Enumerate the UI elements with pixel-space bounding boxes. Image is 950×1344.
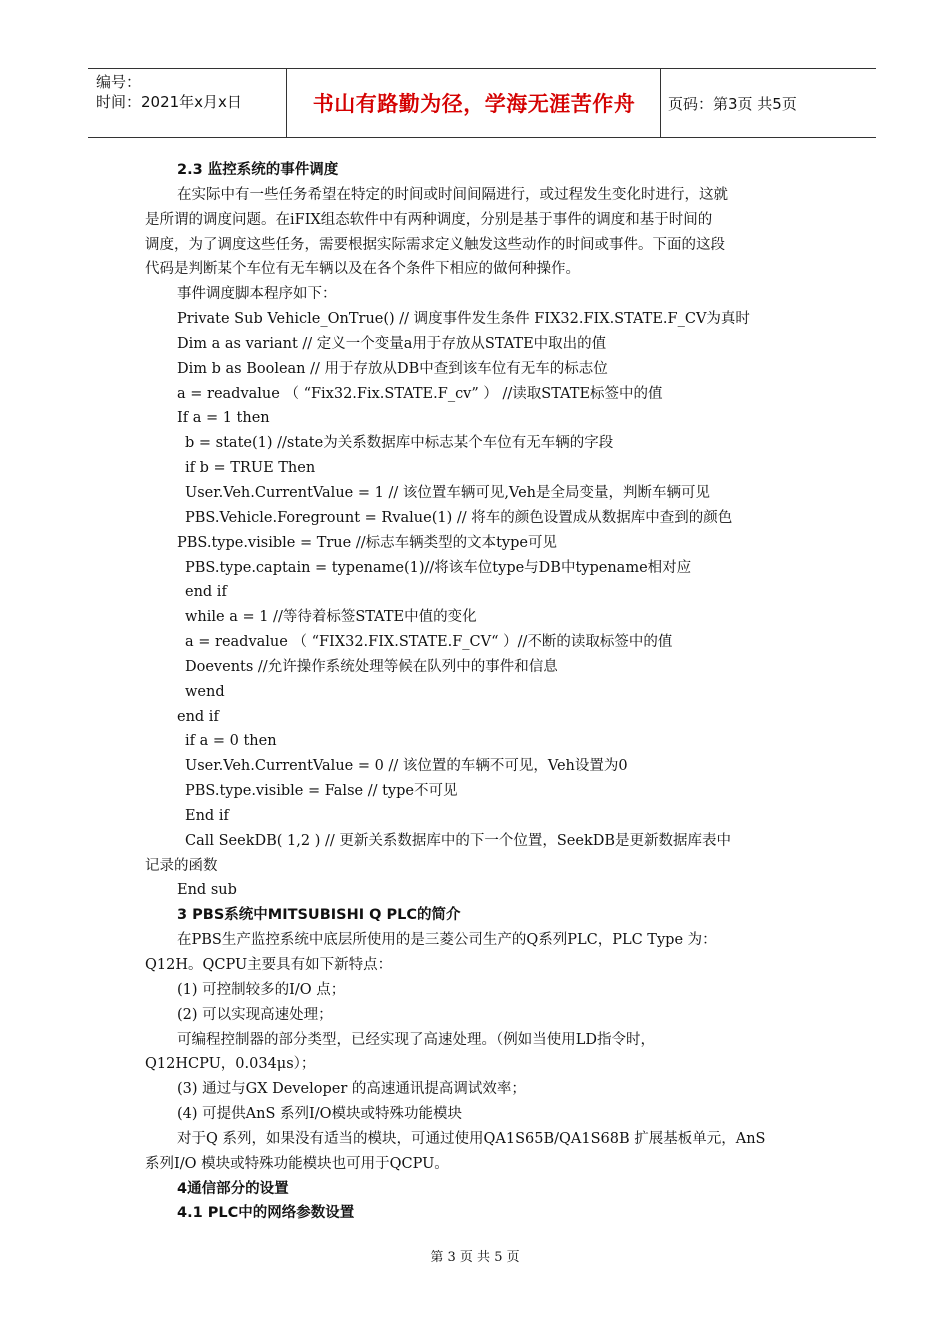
code-line: Private Sub Vehicle_OnTrue() // 调度事件发生条件 FIX32.FIX.STATE.F_CV为真时 bbox=[177, 311, 750, 328]
paragraph-line: 调度，为了调度这些任务，需要根据实际需求定义触发这些动作的时间或事件。下面的这段 bbox=[145, 236, 725, 253]
code-line: Call SeekDB( 1,2 ) // 更新关系数据库中的下一个位置，SeekDB是更新数据库表中 bbox=[185, 832, 732, 849]
paragraph-line: 事件调度脚本程序如下： bbox=[177, 286, 337, 303]
page-header bbox=[88, 68, 876, 138]
code-line: PBS.Vehicle.Foregrount = Rvalue(1) // 将车的颜色设置成从数据库中查到的颜色 bbox=[185, 509, 733, 526]
header-motto: 书山有路勤为径，学海无涯苦作舟 bbox=[312, 92, 636, 116]
code-line: while a = 1 //等待着标签STATE中值的变化 bbox=[185, 609, 477, 626]
section-heading: 4通信部分的设置 bbox=[177, 1180, 289, 1197]
code-line: a = readvalue （ “Fix32.Fix.STATE.F_cv” ） //读取STATE标签中的值 bbox=[177, 385, 663, 402]
code-line: Dim b as Boolean // 用于存放从DB中查到该车位有无车的标志位 bbox=[177, 360, 608, 377]
paragraph-line: 代码是判断某个车位有无车辆以及在各个条件下相应的做何种操作。 bbox=[145, 261, 580, 278]
code-line: Doevents //允许操作系统处理等候在队列中的事件和信息 bbox=[185, 658, 558, 675]
paragraph-line: 系列I/O 模块或特殊功能模块也可用于QCPU。 bbox=[145, 1155, 449, 1172]
number-label: 编号： bbox=[96, 73, 142, 91]
paragraph-line: 可编程控制器的部分类型，已经实现了高速处理。（例如当使用LD指令时， bbox=[177, 1031, 656, 1048]
header-meta bbox=[96, 72, 242, 112]
code-line: end if bbox=[177, 708, 219, 725]
header-divider bbox=[286, 69, 287, 137]
code-line: PBS.type.visible = True //标志车辆类型的文本type可见 bbox=[177, 534, 557, 551]
code-line: end if bbox=[185, 584, 227, 601]
paragraph-line: Q12H。QCPU主要具有如下新特点： bbox=[145, 957, 393, 973]
code-line: if b = TRUE Then bbox=[185, 460, 316, 477]
document-body bbox=[145, 158, 815, 1226]
section-heading: 2.3 监控系统的事件调度 bbox=[177, 162, 339, 178]
code-line: User.Veh.CurrentValue = 0 // 该位置的车辆不可见，Veh设置为0 bbox=[185, 758, 628, 775]
code-line: PBS.type.visible = False // type不可见 bbox=[185, 783, 458, 800]
page-footer: 第 3 页 共 5 页 bbox=[430, 1250, 520, 1265]
code-line: a = readvalue （ “FIX32.FIX.STATE.F_CV“ ）//不断的读取标签中的值 bbox=[185, 634, 673, 651]
header-divider bbox=[660, 69, 661, 137]
list-item: (1) 可控制较多的I/O 点； bbox=[177, 981, 346, 998]
code-line: 记录的函数 bbox=[145, 857, 218, 874]
time-label: 时间：2021年x月x日 bbox=[96, 93, 242, 111]
code-line: End if bbox=[185, 807, 229, 824]
paragraph-line: 对于Q 系列，如果没有适当的模块，可通过使用QA1S65B/QA1S68B 扩展基板单元，AnS bbox=[177, 1130, 766, 1147]
code-line: PBS.type.captain = typename(1)//将该车位type与DB中typename相对应 bbox=[185, 559, 692, 576]
paragraph-line: Q12HCPU，0.034μs）； bbox=[145, 1056, 316, 1073]
code-line: Dim a as variant // 定义一个变量a用于存放从STATE中取出的值 bbox=[177, 335, 607, 352]
section-heading: 4.1 PLC中的网络参数设置 bbox=[177, 1205, 355, 1222]
paragraph-line: 在PBS生产监控系统中底层所使用的是三菱公司生产的Q系列PLC，PLC Type 为： bbox=[177, 932, 717, 949]
code-line: wend bbox=[185, 683, 225, 700]
code-line: if a = 0 then bbox=[185, 733, 277, 750]
code-line: b = state(1) //state为关系数据库中标志某个车位有无车辆的字段 bbox=[185, 435, 614, 452]
code-line: User.Veh.CurrentValue = 1 // 该位置车辆可见,Veh是全局变量，判断车辆可见 bbox=[185, 484, 710, 501]
list-item: (3) 通过与GX Developer 的高速通讯提高调试效率； bbox=[177, 1081, 526, 1098]
list-item: (2) 可以实现高速处理； bbox=[177, 1006, 333, 1023]
paragraph-line: 是所谓的调度问题。在iFIX组态软件中有两种调度，分别是基于事件的调度和基于时间的 bbox=[145, 211, 713, 228]
code-line: If a = 1 then bbox=[177, 410, 270, 427]
paragraph-line: 在实际中有一些任务希望在特定的时间或时间间隔进行，或过程发生变化时进行，这就 bbox=[177, 186, 728, 203]
code-line: End sub bbox=[177, 882, 237, 899]
section-heading: 3 PBS系统中MITSUBISHI Q PLC的简介 bbox=[177, 907, 461, 924]
list-item: (4) 可提供AnS 系列I/O模块或特殊功能模块 bbox=[177, 1106, 463, 1123]
header-page-label: 页码：第3页 共5页 bbox=[668, 94, 797, 113]
